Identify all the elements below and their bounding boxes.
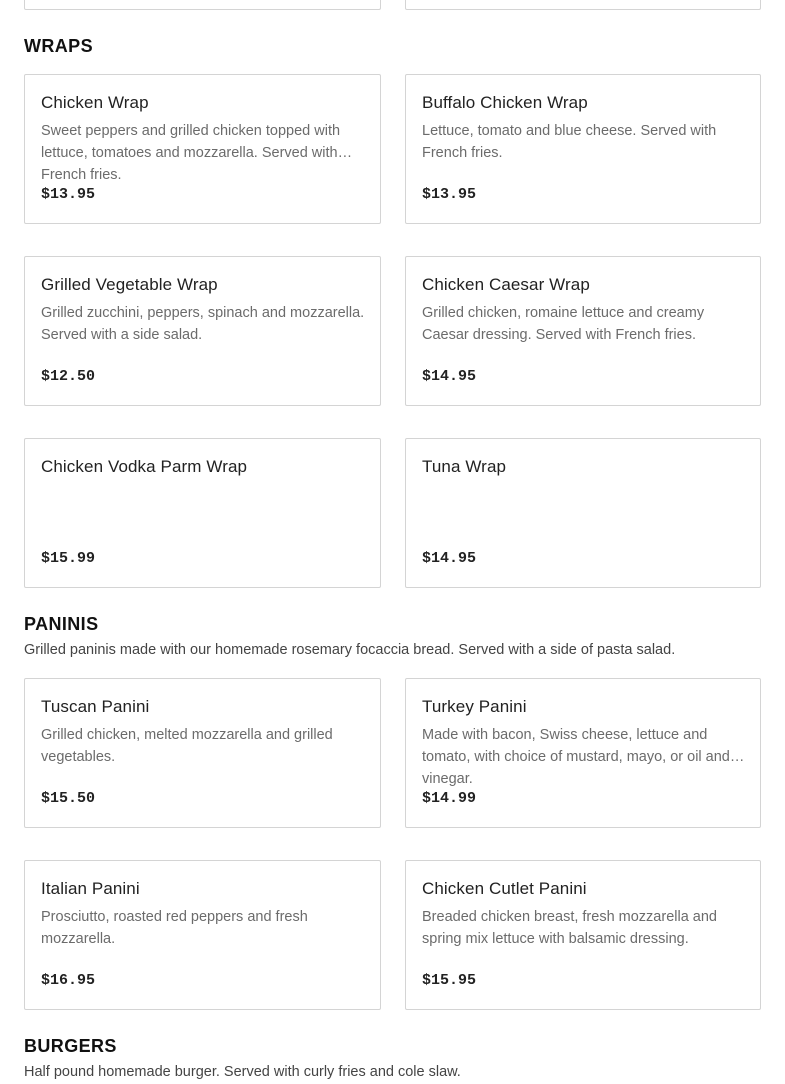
menu-item-price: $15.50 (41, 790, 96, 807)
menu-item-price: $14.95 (422, 368, 477, 385)
section-heading-wraps: WRAPS (24, 36, 93, 56)
menu-item-description: Sweet peppers and grilled chicken topped with lettuce, tomatoes and mozzarella. Served with French fries. (41, 123, 341, 183)
menu-item-description: Grilled zucchini, peppers, spinach and mozzarella. Served with a side salad. (41, 305, 365, 343)
menu-item-price: $12.50 (41, 368, 96, 385)
menu-item-name: Chicken Cutlet Panini (422, 879, 587, 898)
menu-item-card[interactable] (24, 678, 381, 828)
menu-item-name: Italian Panini (41, 879, 140, 898)
menu-item-price: $14.95 (422, 550, 477, 567)
menu-item-card[interactable] (405, 256, 761, 406)
section-heading-paninis: PANINIS (24, 614, 99, 634)
menu-item-name: Buffalo Chicken Wrap (422, 93, 588, 112)
menu-item-price: $16.95 (41, 972, 96, 989)
menu-item-price: $15.95 (422, 972, 477, 989)
previous-section-card-bottom[interactable] (24, 0, 381, 10)
menu-item-card[interactable] (24, 256, 381, 406)
menu-item-card[interactable] (24, 74, 381, 224)
menu-item-price: $13.95 (422, 186, 477, 203)
menu-item-price: $14.99 (422, 790, 477, 807)
menu-item-card[interactable] (405, 74, 761, 224)
previous-section-card-bottom[interactable] (405, 0, 761, 10)
menu-item-price: $15.99 (41, 550, 96, 567)
menu-item-card[interactable] (405, 438, 761, 588)
menu-item-description: Lettuce, tomato and blue cheese. Served with French fries. (422, 123, 717, 161)
menu-item-price: $13.95 (41, 186, 96, 203)
section-description-paninis: Grilled paninis made with our homemade rosemary focaccia bread. Served with a side of pasta salad. (24, 642, 676, 658)
menu-item-name: Chicken Caesar Wrap (422, 275, 590, 294)
menu-item-card[interactable] (405, 678, 761, 828)
menu-item-name: Grilled Vegetable Wrap (41, 275, 218, 294)
menu-item-name: Chicken Wrap (41, 93, 149, 112)
menu-item-name: Tuscan Panini (41, 697, 150, 716)
menu-item-name: Chicken Vodka Parm Wrap (41, 457, 248, 476)
section-heading-burgers: BURGERS (24, 1036, 117, 1056)
menu-item-card[interactable] (24, 860, 381, 1010)
section-description-burgers: Half pound homemade burger. Served with curly fries and cole slaw. (24, 1064, 461, 1080)
menu-item-card[interactable] (24, 438, 381, 588)
menu-item-name: Turkey Panini (422, 697, 527, 716)
menu-item-description: Grilled chicken, romaine lettuce and creamy Caesar dressing. Served with French fries. (422, 305, 705, 343)
menu-item-card[interactable] (405, 860, 761, 1010)
menu-item-description: Prosciutto, roasted red peppers and fresh mozzarella. (41, 909, 308, 947)
menu-item-description: Made with bacon, Swiss cheese, lettuce and tomato, with choice of mustard, mayo, or oil and vinegar. (422, 727, 730, 787)
menu-item-name: Tuna Wrap (422, 457, 507, 476)
menu-item-description: Breaded chicken breast, fresh mozzarella and spring mix lettuce with balsamic dressing. (422, 909, 717, 947)
menu-item-description: Grilled chicken, melted mozzarella and grilled vegetables. (41, 727, 333, 765)
